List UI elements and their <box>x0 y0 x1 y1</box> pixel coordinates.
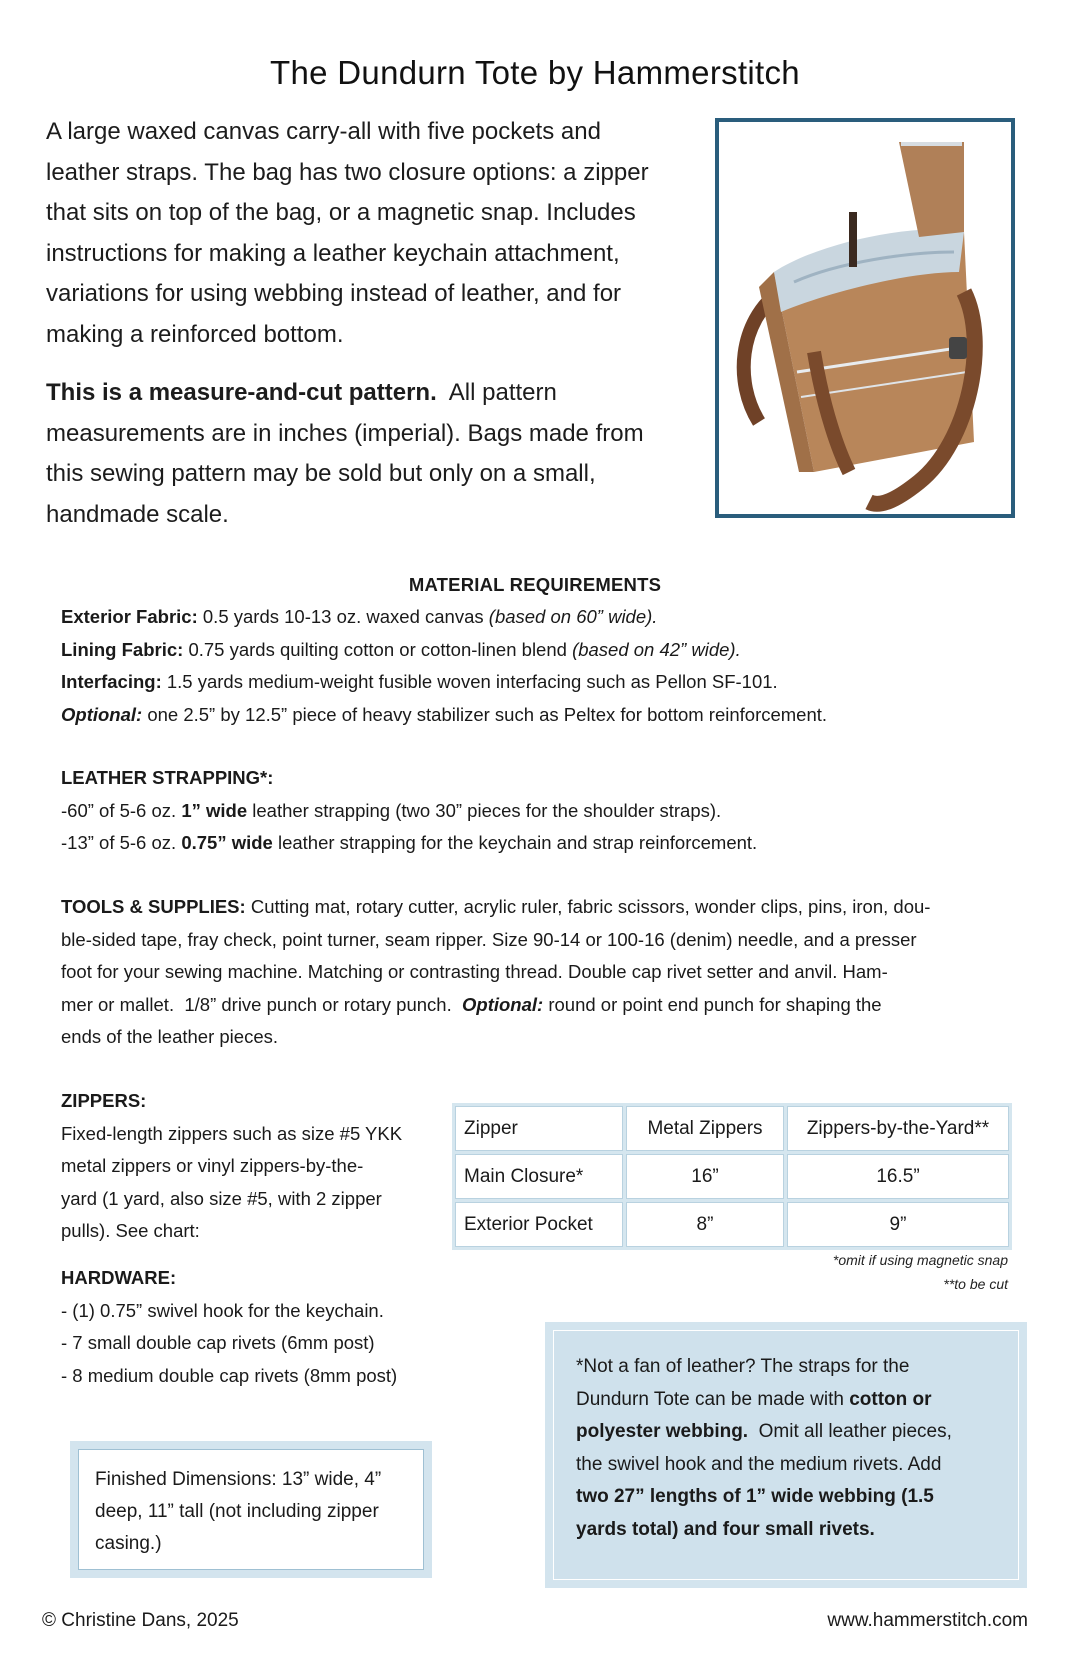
text: mer or mallet. 1/8” drive punch or rotary punch. <box>61 993 463 1015</box>
intro-paragraph-2 <box>46 373 696 535</box>
note: (based on 42” wide). <box>572 638 741 660</box>
tools-line-5: ends of the leather pieces. <box>61 1026 279 1047</box>
zippers-line: pulls). See chart: <box>61 1220 200 1241</box>
text: -13” of 5-6 oz. <box>61 832 182 853</box>
webbing-line: *Not a fan of leather? The straps for the <box>576 1356 910 1377</box>
table-row <box>455 1154 1009 1199</box>
material-exterior <box>61 601 1021 634</box>
material-optional <box>61 699 1021 732</box>
table-note: *omit if using magnetic snap <box>832 1252 1008 1268</box>
intro-line: All pattern <box>436 379 557 406</box>
material-interfacing <box>61 666 1021 699</box>
tools-line-2: ble-sided tape, fray check, point turner, seam ripper. Size 90-14 or 100-16 (denim) needle, and a presser <box>61 928 917 950</box>
text: Cutting mat, rotary cutter, acrylic ruler, fabric scissors, wonder clips, pins, iron, dou- <box>245 896 931 917</box>
hardware-item: - (1) 0.75” swivel hook for the keychain. <box>61 1299 384 1321</box>
intro-line: this sewing pattern may be sold but only on a small, <box>46 460 596 487</box>
optional-label: Optional: <box>462 993 544 1015</box>
intro-paragraph-1 <box>46 112 696 355</box>
value: 1.5 yards medium-weight fusible woven interfacing such as Pellon SF-101. <box>161 671 778 692</box>
webbing-callout <box>545 1322 1027 1588</box>
label: Interfacing: <box>61 671 162 692</box>
webbing-text <box>553 1330 1019 1580</box>
product-photo <box>715 118 1015 518</box>
pattern-type-bold: This is a measure-and-cut pattern. <box>46 379 437 406</box>
hardware-section <box>61 1262 481 1392</box>
table-cell: Exterior Pocket <box>455 1202 623 1247</box>
table-header-cell: Zippers-by-the-Yard** <box>787 1106 1009 1151</box>
label: Lining Fabric: <box>61 638 184 660</box>
table-note: **to be cut <box>943 1276 1008 1292</box>
intro-line: A large waxed canvas carry-all with five pockets and <box>46 118 601 145</box>
tools-section <box>61 891 1021 1054</box>
intro-line: instructions for making a leather keychain attachment, <box>46 239 620 267</box>
tools-line-4 <box>61 989 1021 1022</box>
leather-section <box>61 762 1021 860</box>
intro-text <box>46 112 696 535</box>
intro-line: measurements are in inches (imperial). Bags made from <box>46 419 644 447</box>
intro-line: variations for using webbing instead of leather, and for <box>46 280 622 307</box>
hardware-heading: HARDWARE: <box>61 1267 177 1288</box>
value: 0.5 yards 10-13 oz. waxed canvas <box>197 606 489 627</box>
zippers-line: metal zippers or vinyl zippers-by-the- <box>61 1155 364 1176</box>
dimensions-text <box>78 1449 424 1570</box>
value: 0.75 yards quilting cotton or cotton-linen blend <box>183 638 573 660</box>
tools-heading: TOOLS & SUPPLIES: <box>61 896 246 917</box>
text: leather strapping (two 30” pieces for the shoulder straps). <box>247 799 722 821</box>
materials-heading: MATERIAL REQUIREMENTS <box>408 574 662 595</box>
webbing-emphasis: two 27” lengths of 1” wide webbing (1.5 <box>576 1486 934 1507</box>
dimensions-line: casing.) <box>95 1533 162 1554</box>
intro-line: that sits on top of the bag, or a magnetic snap. Includes <box>46 199 636 226</box>
tools-line-1 <box>61 891 1021 924</box>
emphasis: 1” wide <box>181 799 248 821</box>
table-cell: 16” <box>626 1154 784 1199</box>
webbing-emphasis: yards total) and four small rivets. <box>576 1518 875 1540</box>
dimensions-line: deep, 11” tall (not including zipper <box>95 1501 379 1522</box>
webbing-line: Omit all leather pieces, <box>748 1421 952 1442</box>
table-row <box>455 1202 1009 1247</box>
copyright: © Christine Dans, 2025 <box>42 1610 239 1631</box>
intro-line: handmade scale. <box>46 500 229 528</box>
leather-heading: LEATHER STRAPPING*: <box>61 767 274 788</box>
webbing-line: Dundurn Tote can be made with <box>576 1388 850 1410</box>
leather-line-1 <box>61 795 1021 828</box>
zippers-heading: ZIPPERS: <box>61 1090 147 1111</box>
table-header-row <box>455 1106 1009 1151</box>
intro-line: leather straps. The bag has two closure options: a zipper <box>46 158 649 186</box>
tools-line-3: foot for your sewing machine. Matching or contrasting thread. Double cap rivet setter and anvil. Ham- <box>61 961 888 982</box>
dimensions-line: Finished Dimensions: 13” wide, 4” <box>95 1469 382 1490</box>
label: Optional: <box>61 703 143 725</box>
tote-bag-illustration <box>719 122 1011 514</box>
zippers-line: Fixed-length zippers such as size #5 YKK <box>61 1122 403 1144</box>
table-cell: Main Closure* <box>455 1154 623 1199</box>
leather-line-2 <box>61 827 1021 860</box>
webbing-line: the swivel hook and the medium rivets. Add <box>576 1453 942 1475</box>
materials-list <box>61 601 1021 731</box>
material-lining <box>61 634 1021 667</box>
text: round or point end punch for shaping the <box>543 993 882 1015</box>
zippers-section <box>61 1085 441 1248</box>
webbing-emphasis: cotton or <box>849 1388 932 1410</box>
table-cell: 16.5” <box>787 1154 1009 1199</box>
note: (based on 60” wide). <box>488 606 658 627</box>
dimensions-box <box>70 1441 432 1578</box>
website-link[interactable]: www.hammerstitch.com <box>827 1610 1028 1631</box>
label: Exterior Fabric: <box>61 606 198 627</box>
zipper-chart <box>452 1103 1012 1250</box>
table-header-cell: Metal Zippers <box>626 1106 784 1151</box>
zippers-line: yard (1 yard, also size #5, with 2 zipper <box>61 1187 382 1209</box>
hardware-item: - 8 medium double cap rivets (8mm post) <box>61 1364 398 1386</box>
intro-line: making a reinforced bottom. <box>46 320 344 348</box>
value: one 2.5” by 12.5” piece of heavy stabilizer such as Peltex for bottom reinforcement. <box>142 703 828 725</box>
table-cell: 8” <box>626 1202 784 1247</box>
text: leather strapping for the keychain and strap reinforcement. <box>272 832 758 853</box>
table-header-cell: Zipper <box>455 1106 623 1151</box>
table-notes <box>833 1248 1008 1296</box>
page-title: The Dundurn Tote by Hammerstitch <box>270 54 800 91</box>
hardware-item: - 7 small double cap rivets (6mm post) <box>61 1332 375 1353</box>
webbing-emphasis: polyester webbing. <box>576 1421 749 1442</box>
text: -60” of 5-6 oz. <box>61 799 182 821</box>
emphasis: 0.75” wide <box>181 832 273 853</box>
table-cell: 9” <box>787 1202 1009 1247</box>
